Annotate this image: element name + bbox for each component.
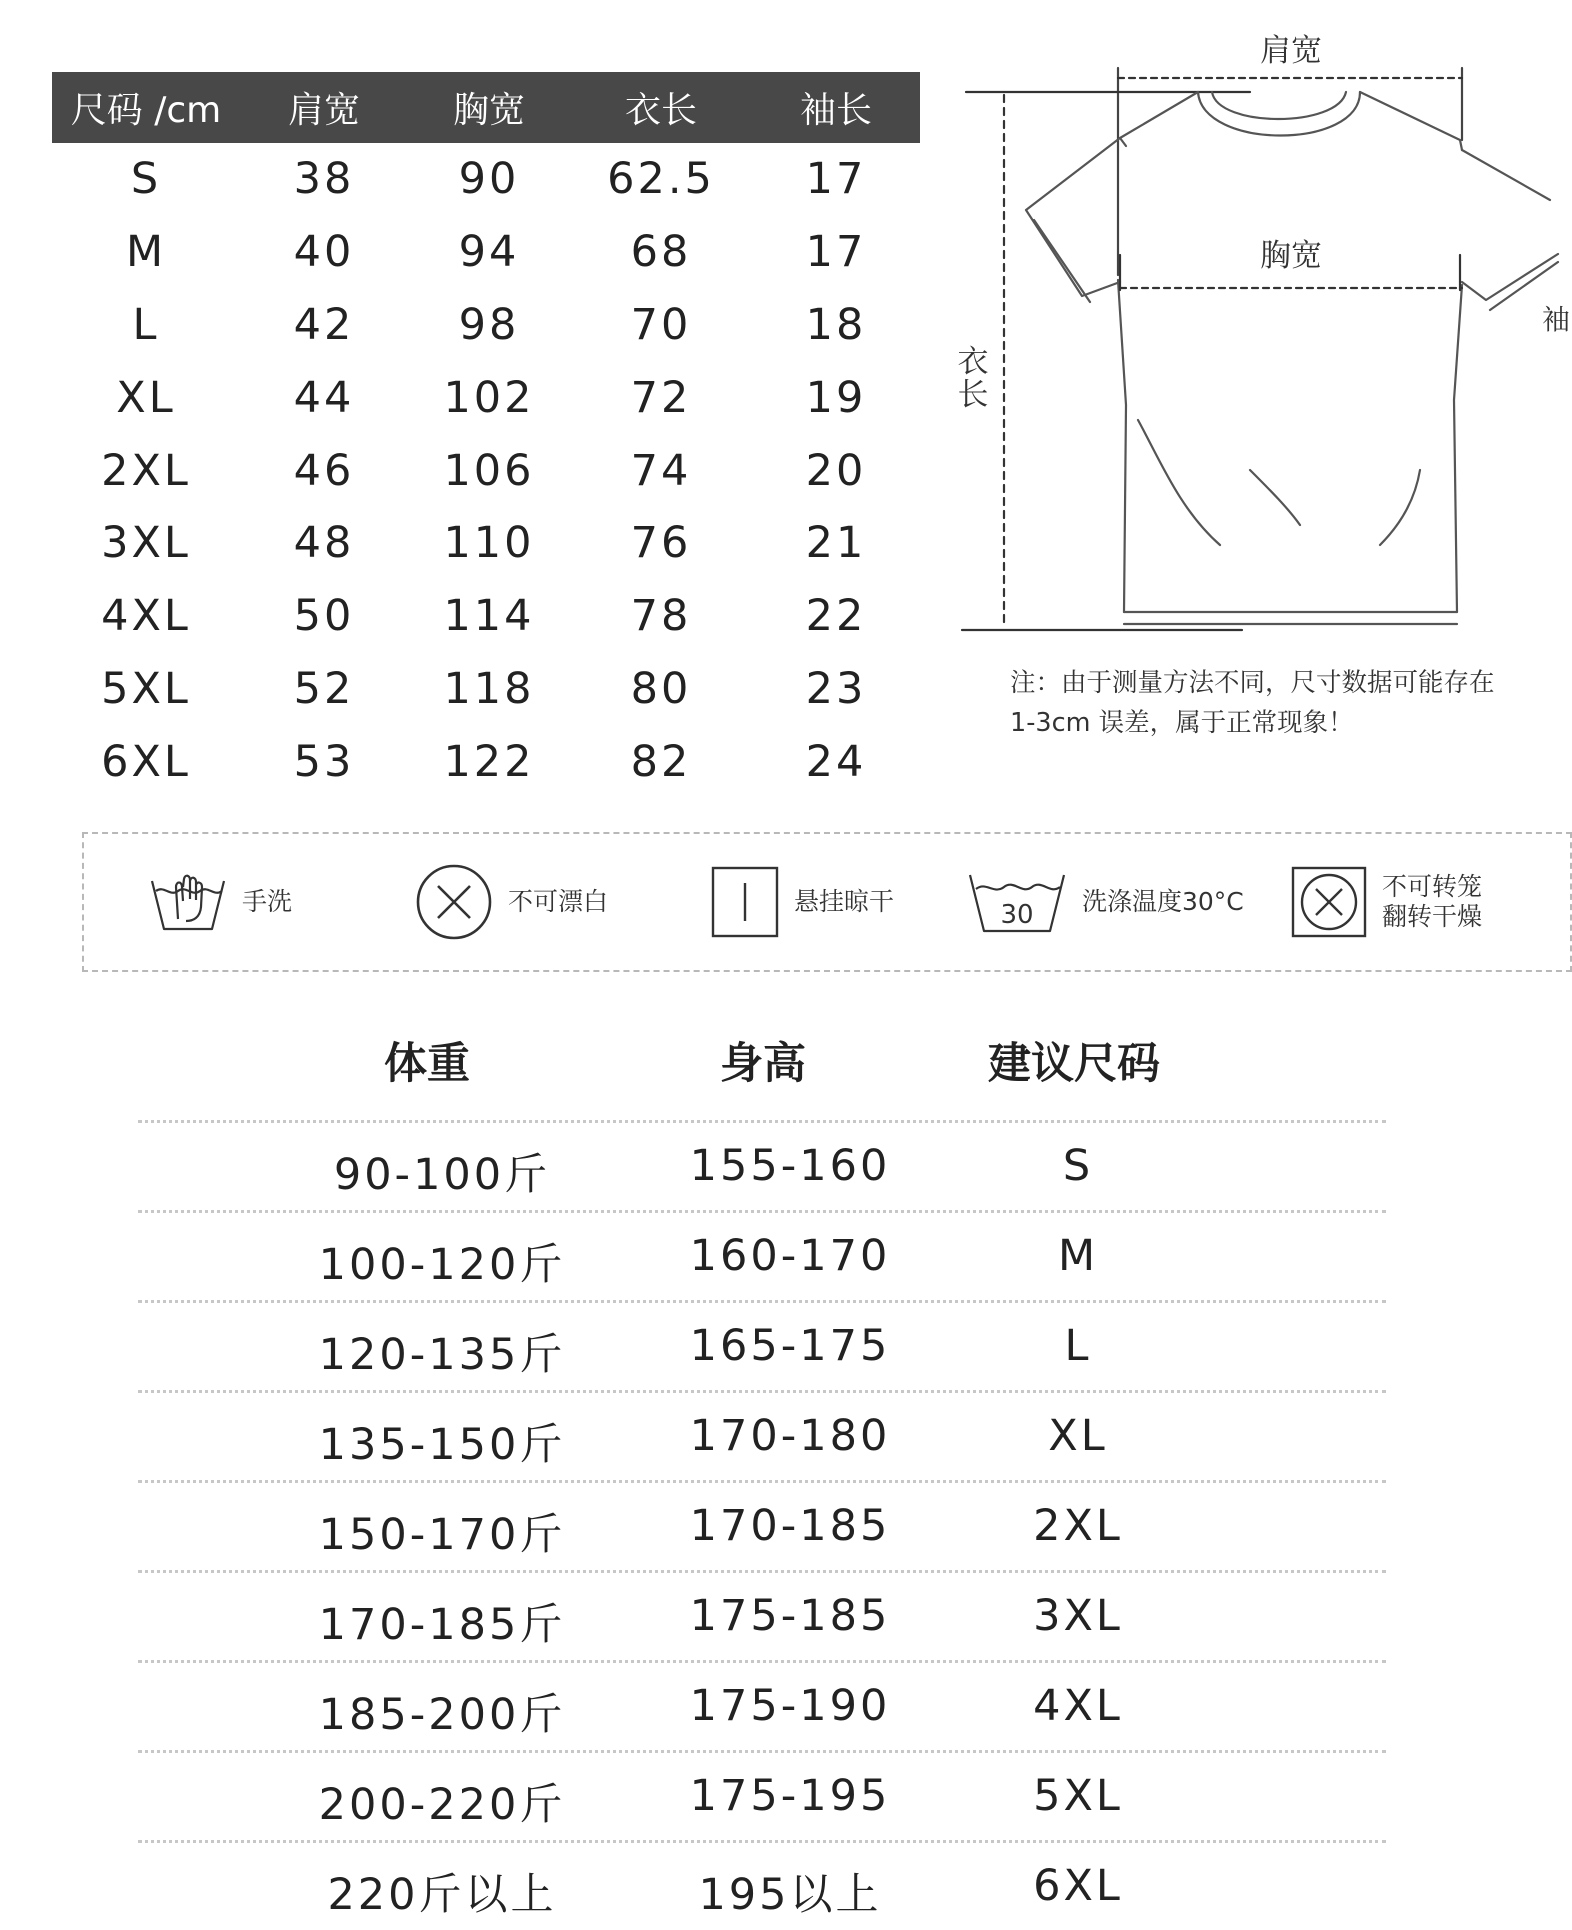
rec-header-size: 建议尺码: [988, 1039, 1160, 1089]
height-cell: 155-160: [689, 1141, 891, 1191]
sleeve-label: 袖: [1542, 303, 1571, 336]
rec-header-weight: 体重: [384, 1039, 470, 1089]
size-cell: XL: [116, 372, 176, 423]
size-cell: M: [125, 227, 167, 278]
chest-cell: 114: [443, 591, 535, 642]
size-cell: 3XL: [101, 518, 191, 569]
size-table-row: [52, 289, 920, 362]
height-cell: 195以上: [698, 1870, 882, 1920]
care-label-wash-30: 洗涤温度30°C: [1082, 887, 1244, 916]
length-cell: 80: [630, 663, 692, 714]
care-no-bleach: [414, 834, 608, 970]
weight-cell: 220斤以上: [327, 1870, 557, 1920]
size-table-row: [52, 434, 920, 507]
recommended-size-cell: M: [1057, 1231, 1099, 1281]
shoulder-cell: 50: [293, 591, 355, 642]
rec-header-height: 身高: [720, 1039, 806, 1089]
recommendation-row: [138, 1303, 1386, 1390]
length-cell: 74: [630, 445, 692, 496]
recommended-size-cell: 2XL: [1033, 1501, 1123, 1551]
recommendation-row: [138, 1483, 1386, 1570]
weight-cell: 185-200斤: [318, 1690, 566, 1740]
length-cell: 68: [630, 227, 692, 278]
header-sleeve: 袖长: [799, 90, 872, 131]
hand-wash-icon: [148, 867, 228, 937]
recommendation-row: [138, 1753, 1386, 1840]
size-cell: 5XL: [101, 663, 191, 714]
measurement-note: [1010, 663, 1558, 743]
care-label-no-tumble-dry: [1382, 872, 1482, 932]
chest-cell: 106: [443, 445, 535, 496]
weight-cell: 100-120斤: [318, 1240, 566, 1290]
sleeve-cell: 24: [805, 736, 867, 787]
weight-cell: 120-135斤: [318, 1330, 566, 1380]
size-cell: L: [132, 299, 160, 350]
recommended-size-cell: S: [1062, 1141, 1094, 1191]
wash-30-symbol-text: 30: [1000, 900, 1034, 930]
height-cell: 165-175: [689, 1321, 891, 1371]
care-no-tumble-dry: [1290, 834, 1482, 970]
size-table-header: [52, 72, 920, 143]
shoulder-cell: 38: [293, 154, 355, 205]
recommendation-row: [138, 1663, 1386, 1750]
shoulder-cell: 46: [293, 445, 355, 496]
recommended-size-cell: L: [1064, 1321, 1092, 1371]
recommendation-table: [138, 1120, 1386, 1930]
height-cell: 175-190: [689, 1681, 891, 1731]
recommended-size-cell: 3XL: [1033, 1591, 1123, 1641]
weight-cell: 135-150斤: [318, 1420, 566, 1470]
recommended-size-cell: 6XL: [1033, 1861, 1123, 1911]
sleeve-cell: 19: [805, 372, 867, 423]
header-length: 衣长: [624, 90, 697, 131]
weight-cell: 150-170斤: [318, 1510, 566, 1560]
no-tumble-dry-icon: [1290, 865, 1368, 939]
recommended-size-cell: 5XL: [1033, 1771, 1123, 1821]
weight-cell: 170-185斤: [318, 1600, 566, 1650]
sleeve-cell: 17: [805, 227, 867, 278]
length-cell: 76: [630, 518, 692, 569]
length-cell: 78: [630, 591, 692, 642]
size-table-row: [52, 507, 920, 580]
chest-cell: 94: [458, 227, 520, 278]
recommendation-row: [138, 1573, 1386, 1660]
recommendation-row: [138, 1213, 1386, 1300]
note-line-2: 1-3cm 误差，属于正常现象！: [1010, 708, 1354, 738]
height-cell: 170-185: [689, 1501, 891, 1551]
shoulder-cell: 40: [293, 227, 355, 278]
chest-cell: 118: [443, 663, 535, 714]
sleeve-cell: 17: [805, 154, 867, 205]
size-table-body: [52, 143, 920, 798]
size-table-row: [52, 361, 920, 434]
header-shoulder: 肩宽: [287, 90, 360, 131]
no-bleach-icon: [414, 862, 494, 942]
size-table-row: [52, 143, 920, 216]
shoulder-cell: 52: [293, 663, 355, 714]
care-hang-dry: [710, 834, 894, 970]
care-wash-30: [966, 834, 1244, 970]
wash-30-icon: [966, 867, 1068, 937]
size-cell: 4XL: [101, 591, 191, 642]
shoulder-cell: 42: [293, 299, 355, 350]
size-cell: 2XL: [101, 445, 191, 496]
height-cell: 175-185: [689, 1591, 891, 1641]
length-cell: 72: [630, 372, 692, 423]
chest-width-label: 胸宽: [1260, 238, 1322, 274]
shirt-diagram: [950, 0, 1571, 660]
care-label-no-tumble-dry-1: 不可转笼: [1382, 872, 1483, 901]
size-table: [52, 72, 920, 798]
chest-cell: 90: [458, 154, 520, 205]
size-table-row: [52, 580, 920, 653]
sleeve-cell: 21: [805, 518, 867, 569]
care-label-hang-dry: 悬挂晾干: [794, 887, 895, 916]
size-table-row: [52, 653, 920, 726]
care-label-no-tumble-dry-2: 翻转干燥: [1382, 902, 1483, 931]
shoulder-cell: 53: [293, 736, 355, 787]
size-cell: S: [130, 154, 162, 205]
size-table-row: [52, 216, 920, 289]
length-label-top: 衣: [957, 344, 989, 380]
tshirt-outline-icon: [950, 0, 1558, 660]
shoulder-width-label: 肩宽: [1260, 33, 1322, 69]
weight-cell: 200-220斤: [318, 1780, 566, 1830]
sleeve-cell: 23: [805, 663, 867, 714]
recommended-size-cell: 4XL: [1033, 1681, 1123, 1731]
height-cell: 170-180: [689, 1411, 891, 1461]
care-hand-wash: [148, 834, 292, 970]
header-chest: 胸宽: [452, 90, 525, 131]
recommended-size-cell: XL: [1048, 1411, 1108, 1461]
length-label-bottom: 长: [957, 377, 989, 413]
sleeve-cell: 22: [805, 591, 867, 642]
header-size: 尺码 /cm: [70, 90, 222, 131]
length-cell: 70: [630, 299, 692, 350]
recommendation-row: [138, 1843, 1386, 1930]
sleeve-cell: 20: [805, 445, 867, 496]
size-table-row: [52, 725, 920, 798]
size-cell: 6XL: [101, 736, 191, 787]
recommendation-row: [138, 1393, 1386, 1480]
hang-dry-icon: [710, 865, 780, 939]
care-instructions: [82, 832, 1572, 972]
chest-cell: 110: [443, 518, 535, 569]
shoulder-cell: 44: [293, 372, 355, 423]
weight-cell: 90-100斤: [333, 1150, 551, 1200]
chest-cell: 122: [443, 736, 535, 787]
care-label-hand-wash: 手洗: [242, 887, 293, 916]
chest-cell: 102: [443, 372, 535, 423]
length-cell: 82: [630, 736, 692, 787]
height-cell: 160-170: [689, 1231, 891, 1281]
shoulder-cell: 48: [293, 518, 355, 569]
recommendation-row: [138, 1123, 1386, 1210]
note-line-1: 注：由于测量方法不同，尺寸数据可能存在: [1010, 668, 1495, 698]
height-cell: 175-195: [689, 1771, 891, 1821]
length-cell: 62.5: [607, 154, 715, 205]
chest-cell: 98: [458, 299, 520, 350]
sleeve-cell: 18: [805, 299, 867, 350]
care-label-no-bleach: 不可漂白: [508, 887, 609, 916]
